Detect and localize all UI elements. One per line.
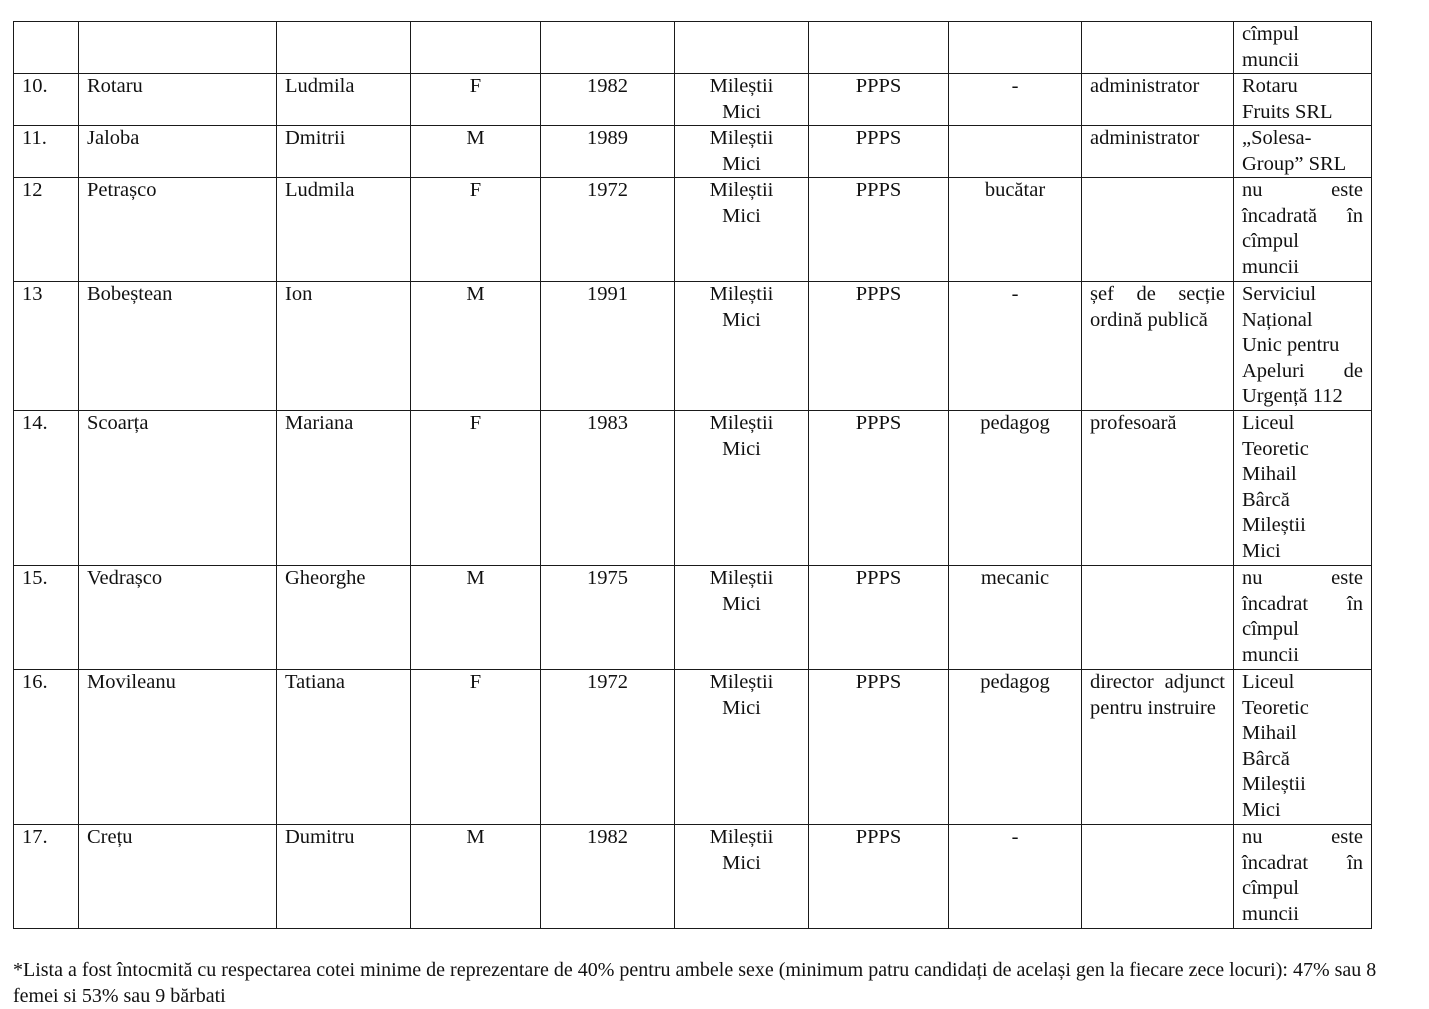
cell-first-name: Dmitrii [277, 126, 411, 178]
cell-party: PPPS [809, 825, 949, 929]
cell-profession: pedagog [949, 670, 1082, 825]
cell-sex: F [411, 411, 541, 566]
cell-workplace [1234, 126, 1372, 178]
cell-sex: M [411, 126, 541, 178]
cell-last-name: Movileanu [79, 670, 277, 825]
cell-party: PPPS [809, 411, 949, 566]
cell-workplace [1234, 178, 1372, 282]
locality-line: Mici [722, 592, 761, 615]
workplace-line: Liceul [1242, 412, 1295, 434]
workplace-line: nu este [1242, 826, 1363, 848]
table-row [14, 74, 1372, 126]
workplace-line: cîmpul [1242, 877, 1299, 899]
cell-profession [949, 126, 1082, 178]
workplace-line: Teoretic [1242, 437, 1309, 460]
workplace-line: Fruits SRL [1242, 100, 1333, 123]
workplace-line: Liceul [1242, 671, 1295, 693]
cell-workplace [1234, 825, 1372, 929]
cell-first-name: Ludmila [277, 74, 411, 126]
cell-profession: mecanic [949, 566, 1082, 670]
cell-workplace [1234, 22, 1372, 74]
locality-line: Mileștii [709, 412, 774, 434]
table-row-continuation [14, 22, 1372, 74]
workplace-line: Mihail [1242, 722, 1297, 744]
cell-workplace [1234, 411, 1372, 566]
workplace-line: Mici [1242, 539, 1281, 562]
workplace-line: muncii [1242, 48, 1299, 71]
cell-empty [541, 22, 675, 74]
cell-last-name: Bobeștean [79, 282, 277, 411]
cell-birth-year: 1982 [541, 825, 675, 929]
cell-first-name: Ludmila [277, 178, 411, 282]
workplace-line: Mileștii [1242, 773, 1306, 795]
workplace-line: Bârcă [1242, 488, 1290, 511]
cell-locality [675, 178, 809, 282]
workplace-line: Rotaru [1242, 75, 1298, 97]
table-row [14, 411, 1372, 566]
cell-birth-year: 1982 [541, 74, 675, 126]
locality-line: Mileștii [709, 671, 774, 693]
cell-party: PPPS [809, 670, 949, 825]
cell-number: 12 [14, 178, 79, 282]
cell-position [1082, 566, 1234, 670]
cell-position: profesoară [1082, 411, 1234, 566]
cell-first-name: Tatiana [277, 670, 411, 825]
cell-last-name: Jaloba [79, 126, 277, 178]
workplace-line: cîmpul [1242, 23, 1299, 45]
cell-workplace [1234, 282, 1372, 411]
locality-line: Mici [722, 204, 761, 227]
cell-workplace [1234, 670, 1372, 825]
cell-empty [411, 22, 541, 74]
cell-number: 10. [14, 74, 79, 126]
locality-line: Mileștii [709, 127, 774, 149]
cell-empty [14, 22, 79, 74]
cell-birth-year: 1972 [541, 178, 675, 282]
cell-birth-year: 1972 [541, 670, 675, 825]
cell-locality [675, 566, 809, 670]
workplace-line: nu este [1242, 179, 1363, 201]
cell-profession: - [949, 74, 1082, 126]
cell-sex: F [411, 178, 541, 282]
cell-empty [675, 22, 809, 74]
workplace-line: Mileștii [1242, 514, 1306, 536]
cell-number: 11. [14, 126, 79, 178]
cell-number: 15. [14, 566, 79, 670]
cell-number: 17. [14, 825, 79, 929]
cell-last-name: Vedrașco [79, 566, 277, 670]
cell-sex: M [411, 825, 541, 929]
locality-line: Mici [722, 308, 761, 331]
workplace-line: Urgență 112 [1242, 385, 1343, 407]
workplace-line: muncii [1242, 255, 1299, 278]
table-row [14, 282, 1372, 411]
cell-party: PPPS [809, 178, 949, 282]
cell-empty [949, 22, 1082, 74]
locality-line: Mileștii [709, 567, 774, 589]
table-row [14, 566, 1372, 670]
locality-line: Mici [722, 100, 761, 123]
cell-position: director adjunct pentru instruire [1082, 670, 1234, 825]
cell-profession: - [949, 282, 1082, 411]
cell-empty [277, 22, 411, 74]
cell-empty [809, 22, 949, 74]
workplace-line: încadrat în [1242, 851, 1363, 874]
workplace-line: „Solesa- [1242, 127, 1312, 149]
cell-sex: F [411, 670, 541, 825]
cell-position: administrator [1082, 74, 1234, 126]
workplace-line: nu este [1242, 567, 1363, 589]
cell-party: PPPS [809, 74, 949, 126]
locality-line: Mileștii [709, 283, 774, 305]
cell-profession: - [949, 825, 1082, 929]
locality-line: Mileștii [709, 826, 774, 848]
cell-empty [1082, 22, 1234, 74]
cell-number: 16. [14, 670, 79, 825]
cell-last-name: Crețu [79, 825, 277, 929]
table-row [14, 670, 1372, 825]
cell-last-name: Scoarța [79, 411, 277, 566]
cell-locality [675, 670, 809, 825]
cell-birth-year: 1975 [541, 566, 675, 670]
locality-line: Mici [722, 437, 761, 460]
cell-locality [675, 825, 809, 929]
table-row [14, 825, 1372, 929]
workplace-line: Național [1242, 308, 1313, 331]
locality-line: Mileștii [709, 179, 774, 201]
workplace-line: Unic pentru [1242, 334, 1340, 356]
cell-locality [675, 74, 809, 126]
workplace-line: Mihail [1242, 463, 1297, 485]
workplace-line: cîmpul [1242, 230, 1299, 252]
cell-party: PPPS [809, 126, 949, 178]
cell-profession: bucătar [949, 178, 1082, 282]
cell-number: 13 [14, 282, 79, 411]
workplace-line: cîmpul [1242, 618, 1299, 640]
locality-line: Mici [722, 851, 761, 874]
footnote: *Lista a fost întocmită cu respectarea cotei minime de reprezentare de 40% pentru ambele sexe (minimum patru candidați de același gen la fiecare zece locuri): 47% sau 8 femei si 53% sau 9 bărbati [13, 959, 1377, 1007]
cell-party: PPPS [809, 282, 949, 411]
cell-position: administrator [1082, 126, 1234, 178]
cell-last-name: Rotaru [79, 74, 277, 126]
cell-first-name: Gheorghe [277, 566, 411, 670]
cell-position [1082, 825, 1234, 929]
cell-birth-year: 1983 [541, 411, 675, 566]
workplace-line: încadrat în [1242, 592, 1363, 615]
cell-sex: M [411, 566, 541, 670]
cell-birth-year: 1991 [541, 282, 675, 411]
cell-workplace [1234, 566, 1372, 670]
cell-last-name: Petrașco [79, 178, 277, 282]
cell-workplace [1234, 74, 1372, 126]
cell-position [1082, 178, 1234, 282]
workplace-line: Bârcă [1242, 747, 1290, 770]
cell-empty [79, 22, 277, 74]
candidate-list-table [13, 21, 1372, 929]
cell-first-name: Mariana [277, 411, 411, 566]
cell-number: 14. [14, 411, 79, 566]
workplace-line: Serviciul [1242, 283, 1317, 305]
workplace-line: Teoretic [1242, 696, 1309, 719]
workplace-line: Apeluri de [1242, 359, 1363, 382]
cell-profession: pedagog [949, 411, 1082, 566]
cell-sex: F [411, 74, 541, 126]
workplace-line: încadrată în [1242, 204, 1363, 227]
locality-line: Mici [722, 152, 761, 175]
cell-birth-year: 1989 [541, 126, 675, 178]
workplace-line: Mici [1242, 798, 1281, 821]
cell-party: PPPS [809, 566, 949, 670]
cell-first-name: Ion [277, 282, 411, 411]
table-row [14, 178, 1372, 282]
workplace-line: Group” SRL [1242, 152, 1347, 175]
locality-line: Mici [722, 696, 761, 719]
cell-sex: M [411, 282, 541, 411]
cell-first-name: Dumitru [277, 825, 411, 929]
cell-locality [675, 126, 809, 178]
cell-locality [675, 282, 809, 411]
cell-locality [675, 411, 809, 566]
cell-position: șef de secție ordină publică [1082, 282, 1234, 411]
table-row [14, 126, 1372, 178]
workplace-line: muncii [1242, 902, 1299, 925]
workplace-line: muncii [1242, 643, 1299, 666]
locality-line: Mileștii [709, 75, 774, 97]
